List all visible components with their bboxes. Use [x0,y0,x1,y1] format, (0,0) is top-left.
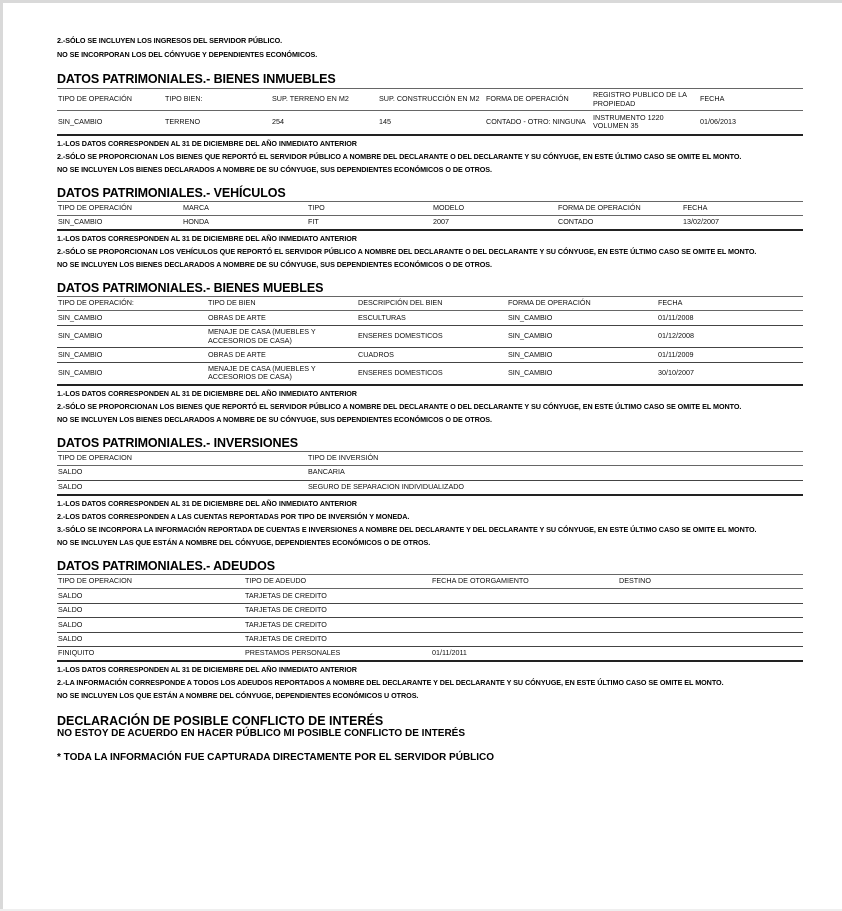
section-title: DATOS PATRIMONIALES.- VEHÍCULOS [57,185,286,200]
section-title: DATOS PATRIMONIALES.- INVERSIONES [57,435,298,450]
muebles-table [57,296,803,386]
section-note: 1.-LOS DATOS CORRESPONDEN AL 31 DE DICIEMBRE DEL AÑO INMEDIATO ANTERIOR [57,499,357,508]
section-vehiculos [57,186,803,270]
section-note: NO SE INCLUYEN LOS QUE ESTÁN A NOMBRE DEL CÓNYUGE, DEPENDIENTES ECONÓMICOS U OTROS. [57,691,419,700]
table-cell: 254 [271,111,378,135]
table-cell: 2007 [432,215,557,230]
table-cell: ESCULTURAS [357,311,507,326]
table-row [57,632,803,647]
table-cell: 145 [378,111,485,135]
table-cell [618,603,803,618]
table-cell: OBRAS DE ARTE [207,348,357,363]
column-header: FECHA [657,297,803,311]
intro-note: 2.-SÓLO SE INCLUYEN LOS INGRESOS DEL SERVIDOR PÚBLICO. [57,36,283,45]
table-cell: TERRENO [164,111,271,135]
table-cell [431,632,618,647]
table-cell: SALDO [57,480,307,495]
conflict-statement: NO ESTOY DE ACUERDO EN HACER PÚBLICO MI POSIBLE CONFLICTO DE INTERÉS [57,728,466,739]
section-title: DATOS PATRIMONIALES.- BIENES INMUEBLES [57,72,336,86]
section-inversiones [57,436,803,548]
column-header: SUP. TERRENO EN M2 [271,89,378,111]
table-cell: 01/11/2008 [657,311,803,326]
vehiculos-table [57,201,803,232]
table-cell: SIN_CAMBIO [57,326,207,348]
column-header: FECHA [682,201,803,215]
table-cell: MENAJE DE CASA (MUEBLES Y ACCESORIOS DE CASA) [207,326,357,348]
table-cell: SIN_CAMBIO [57,311,207,326]
table-cell: SIN_CAMBIO [507,311,657,326]
section-title: DATOS PATRIMONIALES.- ADEUDOS [57,559,275,573]
table-cell: SALDO [57,589,244,604]
viewer-top-border [0,0,842,3]
column-header: TIPO [307,201,432,215]
table-row [57,603,803,618]
table-row [57,111,803,135]
table-cell: SIN_CAMBIO [507,326,657,348]
section-conflicto-interes [57,714,803,764]
table-cell: CONTADO [557,215,682,230]
table-row [57,618,803,633]
table-row [57,647,803,662]
table-row [57,363,803,385]
table-cell: SEGURO DE SEPARACION INDIVIDUALIZADO [307,480,803,495]
table-cell: 30/10/2007 [657,363,803,385]
intro-note: NO SE INCORPORAN LOS DEL CÓNYUGE Y DEPENDIENTES ECONÓMICOS. [57,50,318,59]
column-header: TIPO DE INVERSIÓN [307,451,803,465]
table-cell: FINIQUITO [57,647,244,662]
column-header: DESTINO [618,575,803,589]
section-note: NO SE INCLUYEN LOS BIENES DECLARADOS A NOMBRE DE SU CÓNYUGE, SUS DEPENDIENTES ECONÓMICOS O DE OTROS. [57,414,492,424]
column-header: FORMA DE OPERACIÓN [507,297,657,311]
table-cell: SALDO [57,618,244,633]
table-cell [618,589,803,604]
section-note: NO SE INCLUYEN LAS QUE ESTÁN A NOMBRE DEL CÓNYUGE, DEPENDIENTES ECONÓMICOS O DE OTROS. [57,538,431,547]
table-header-row [57,297,803,311]
table-cell: SALDO [57,632,244,647]
document-page [57,36,803,764]
table-row [57,480,803,495]
table-cell: SIN_CAMBIO [507,363,657,385]
table-cell: TARJETAS DE CREDITO [244,632,431,647]
table-cell: SALDO [57,603,244,618]
column-header: DESCRIPCIÓN DEL BIEN [357,297,507,311]
section-note: 1.-LOS DATOS CORRESPONDEN AL 31 DE DICIEMBRE DEL AÑO INMEDIATO ANTERIOR [57,665,357,674]
table-row [57,326,803,348]
table-row [57,311,803,326]
table-cell: CUADROS [357,348,507,363]
table-header-row [57,575,803,589]
column-header: TIPO DE BIEN [207,297,357,311]
table-cell: 01/12/2008 [657,326,803,348]
inmuebles-table [57,88,803,136]
column-header: TIPO DE OPERACIÓN: [57,297,207,311]
section-title: DECLARACIÓN DE POSIBLE CONFLICTO DE INTERÉS [57,714,384,728]
table-cell [618,647,803,662]
table-cell: SIN_CAMBIO [507,348,657,363]
table-cell [431,618,618,633]
footnote: * TODA LA INFORMACIÓN FUE CAPTURADA DIRECTAMENTE POR EL SERVIDOR PÚBLICO [57,752,495,763]
table-cell: PRESTAMOS PERSONALES [244,647,431,662]
section-note: NO SE INCLUYEN LOS BIENES DECLARADOS A NOMBRE DE SU CÓNYUGE, SUS DEPENDIENTES ECONÓMICOS O DE OTROS. [57,260,492,269]
section-bienes-inmuebles [57,72,803,174]
section-adeudos [57,559,803,700]
column-header: REGISTRO PUBLICO DE LA PROPIEDAD [592,89,699,111]
table-cell: TARJETAS DE CREDITO [244,618,431,633]
table-cell: ENSERES DOMESTICOS [357,363,507,385]
table-cell [618,618,803,633]
table-header-row [57,451,803,465]
column-header: FECHA DE OTORGAMIENTO [431,575,618,589]
column-header: MODELO [432,201,557,215]
column-header: TIPO DE ADEUDO [244,575,431,589]
table-cell: ENSERES DOMESTICOS [357,326,507,348]
table-row [57,348,803,363]
column-header: TIPO DE OPERACION [57,575,244,589]
section-note: 1.-LOS DATOS CORRESPONDEN AL 31 DE DICIEMBRE DEL AÑO INMEDIATO ANTERIOR [57,138,357,148]
table-cell: SALDO [57,465,307,480]
section-bienes-muebles [57,281,803,424]
column-header: FORMA DE OPERACIÓN [485,89,592,111]
column-header: TIPO DE OPERACION [57,451,307,465]
section-note: 2.-SÓLO SE PROPORCIONAN LOS BIENES QUE REPORTÓ EL SERVIDOR PÚBLICO A NOMBRE DEL DECLARANTE O DEL DECLARANTE Y SU CÓNYUGE, EN ESTE ÚLTIMO CASO SE OMITE EL MONTO. [57,401,742,411]
section-note: 1.-LOS DATOS CORRESPONDEN AL 31 DE DICIEMBRE DEL AÑO INMEDIATO ANTERIOR [57,234,357,243]
table-cell: 13/02/2007 [682,215,803,230]
adeudos-table [57,574,803,662]
section-note: 2.-SÓLO SE PROPORCIONAN LOS BIENES QUE REPORTÓ EL SERVIDOR PÚBLICO A NOMBRE DEL DECLARANTE O DEL DECLARANTE Y SU CÓNYUGE, EN ESTE ÚLTIMO CASO SE OMITE EL MONTO. [57,151,742,161]
table-cell: INSTRUMENTO 1220 VOLUMEN 35 [592,111,699,135]
viewer-left-border [0,0,3,911]
section-note: NO SE INCLUYEN LOS BIENES DECLARADOS A NOMBRE DE SU CÓNYUGE, SUS DEPENDIENTES ECONÓMICOS O DE OTROS. [57,164,492,174]
column-header: TIPO DE OPERACIÓN [57,201,182,215]
table-cell: 01/11/2011 [431,647,618,662]
table-cell: SIN_CAMBIO [57,348,207,363]
table-cell: MENAJE DE CASA (MUEBLES Y ACCESORIOS DE CASA) [207,363,357,385]
table-cell: SIN_CAMBIO [57,111,164,135]
section-note: 3.-SÓLO SE INCORPORA LA INFORMACIÓN REPORTADA DE CUENTAS E INVERSIONES A NOMBRE DEL DECLARANTE Y DEL DECLARANTE Y SU CÓNYUGE, EN ESTE ÚLTIMO CASO SE OMITE EL MONTO. [57,525,757,534]
table-cell: 01/11/2009 [657,348,803,363]
section-note: 2.-LA INFORMACIÓN CORRESPONDE A TODOS LOS ADEUDOS REPORTADOS A NOMBRE DEL DECLARANTE Y DEL DECLARANTE Y SU CÓNYUGE, EN ESTE ÚLTIMO CASO SE OMITE EL MONTO. [57,678,724,687]
section-title: DATOS PATRIMONIALES.- BIENES MUEBLES [57,281,324,295]
table-header-row [57,201,803,215]
section-note: 1.-LOS DATOS CORRESPONDEN AL 31 DE DICIEMBRE DEL AÑO INMEDIATO ANTERIOR [57,388,357,398]
column-header: TIPO BIEN: [164,89,271,111]
table-cell: FIT [307,215,432,230]
table-cell [431,603,618,618]
table-cell: HONDA [182,215,307,230]
inversiones-table [57,451,803,497]
column-header: TIPO DE OPERACIÓN [57,89,164,111]
table-cell [618,632,803,647]
table-cell: SIN_CAMBIO [57,363,207,385]
table-cell: TARJETAS DE CREDITO [244,589,431,604]
table-cell: BANCARIA [307,465,803,480]
table-cell: SIN_CAMBIO [57,215,182,230]
section-note: 2.-LOS DATOS CORRESPONDEN A LAS CUENTAS REPORTADAS POR TIPO DE INVERSIÓN Y MONEDA. [57,512,410,521]
table-header-row [57,89,803,111]
column-header: SUP. CONSTRUCCIÓN EN M2 [378,89,485,111]
table-row [57,589,803,604]
column-header: FECHA [699,89,803,111]
table-cell: OBRAS DE ARTE [207,311,357,326]
column-header: MARCA [182,201,307,215]
section-note: 2.-SÓLO SE PROPORCIONAN LOS VEHÍCULOS QUE REPORTÓ EL SERVIDOR PÚBLICO A NOMBRE DEL DECLARANTE O DEL DECLARANTE Y SU CÓNYUGE, EN ESTE ÚLTIMO CASO SE OMITE EL MONTO. [57,247,757,256]
column-header: FORMA DE OPERACIÓN [557,201,682,215]
table-cell: 01/06/2013 [699,111,803,135]
table-row [57,465,803,480]
table-cell: TARJETAS DE CREDITO [244,603,431,618]
table-row [57,215,803,230]
table-cell: CONTADO - OTRO: NINGUNA [485,111,592,135]
table-cell [431,589,618,604]
